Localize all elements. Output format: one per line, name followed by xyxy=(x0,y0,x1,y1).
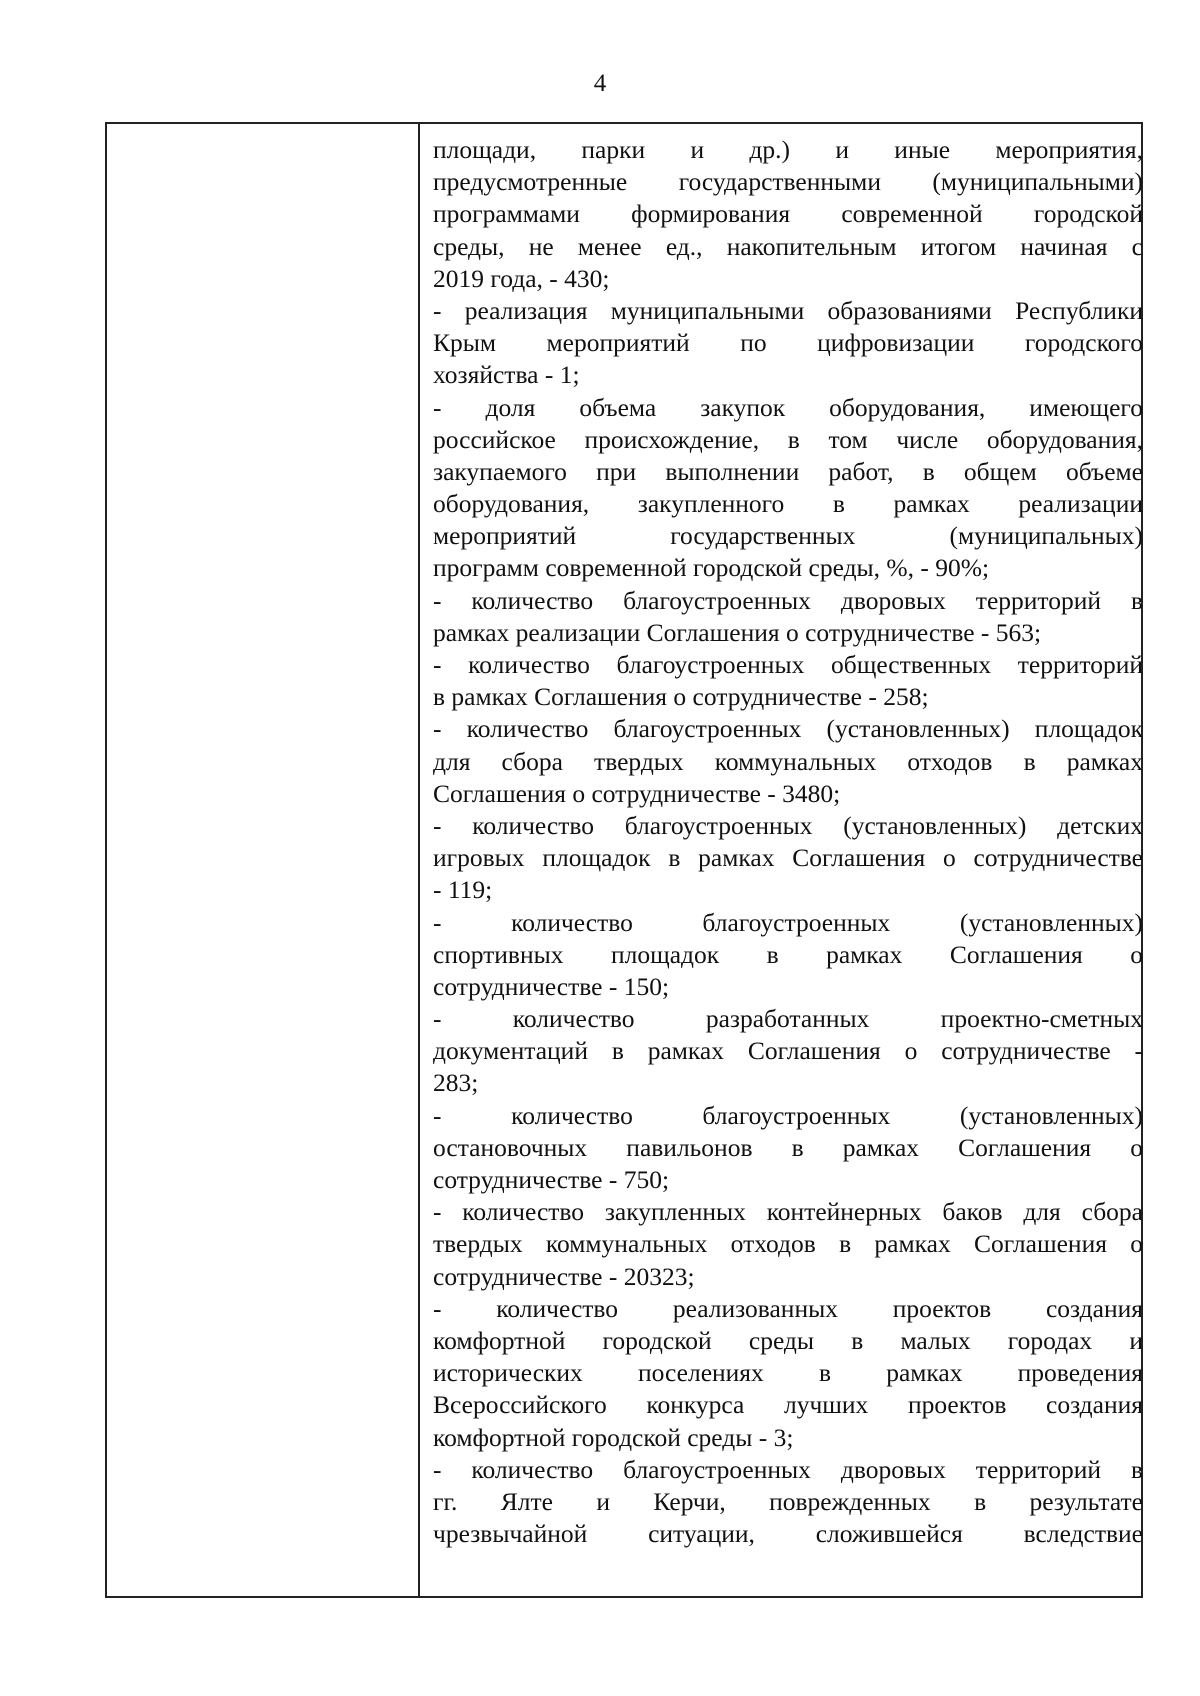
text-line: предусмотренные государственными (муниципальными) xyxy=(433,167,1143,197)
text-line: сотрудничестве - 150; xyxy=(433,971,670,1001)
text-line: - количество разработанных проектно-сметных xyxy=(433,1004,1143,1034)
text-line: комфортной городской среды в малых городах и xyxy=(433,1325,1143,1355)
text-line: - количество реализованных проектов создания xyxy=(433,1293,1143,1323)
text-line: - реализация муниципальными образованиями Республики xyxy=(433,295,1143,325)
text-line: - количество благоустроенных (установленных) детских xyxy=(433,810,1143,840)
text-line: комфортной городской среды - 3; xyxy=(433,1422,794,1452)
text-line: - доля объема закупок оборудования, имеющего xyxy=(433,392,1143,422)
text-line: - количество благоустроенных (установленных) площадок xyxy=(433,714,1143,744)
text-line: Соглашения о сотрудничестве - 3480; xyxy=(433,778,841,808)
text-line: - 119; xyxy=(433,875,493,905)
text-line: программ современной городской среды, %, - 90%; xyxy=(433,553,990,583)
text-line: гг. Ялте и Керчи, поврежденных в результате xyxy=(433,1486,1143,1516)
text-line: Всероссийского конкурса лучших проектов создания xyxy=(433,1390,1143,1420)
text-line: - количество благоустроенных дворовых территорий в xyxy=(433,585,1143,615)
text-line: Крым мероприятий по цифровизации городского xyxy=(433,328,1143,358)
text-line: - количество благоустроенных дворовых территорий в xyxy=(433,1454,1143,1484)
text-line: твердых коммунальных отходов в рамках Соглашения о xyxy=(433,1229,1143,1259)
text-line: игровых площадок в рамках Соглашения о сотрудничестве xyxy=(433,843,1143,873)
table-right-cell xyxy=(433,134,1143,1550)
text-line: среды, не менее ед., накопительным итогом начиная с xyxy=(433,231,1143,261)
text-line: - количество благоустроенных общественных территорий xyxy=(433,650,1143,679)
text-line: оборудования, закупленного в рамках реализации xyxy=(433,489,1143,519)
text-line: - количество закупленных контейнерных баков для сбора xyxy=(433,1197,1143,1227)
text-line: мероприятий государственных (муниципальных) xyxy=(433,521,1143,551)
text-line: российское происхождение, в том числе оборудования, xyxy=(433,424,1143,454)
text-line: площади, парки и др.) и иные мероприятия, xyxy=(433,135,1143,164)
text-line: чрезвычайной ситуации, сложившейся вследствие xyxy=(433,1519,1143,1549)
text-line: сотрудничестве - 750; xyxy=(433,1165,670,1194)
text-line: 283; xyxy=(433,1068,479,1098)
text-line: программами формирования современной городской xyxy=(433,199,1143,229)
text-line: - количество благоустроенных (установленных) xyxy=(433,907,1143,937)
text-line: исторических поселениях в рамках проведения xyxy=(433,1358,1143,1388)
text-line: - количество благоустроенных (установленных) xyxy=(433,1100,1143,1130)
text-line: хозяйства - 1; xyxy=(433,360,580,390)
text-line: для сбора твердых коммунальных отходов в рамках xyxy=(433,746,1143,776)
text-line: сотрудничестве - 20323; xyxy=(433,1261,695,1291)
text-line: в рамках Соглашения о сотрудничестве - 258; xyxy=(433,682,929,712)
text-line: 2019 года, - 430; xyxy=(433,263,610,293)
text-line: спортивных площадок в рамках Соглашения о xyxy=(433,939,1143,969)
text-line: остановочных павильонов в рамках Соглашения о xyxy=(433,1132,1143,1162)
table-left-cell xyxy=(107,124,420,1596)
text-line: закупаемого при выполнении работ, в общем объеме xyxy=(433,456,1143,486)
text-line: документаций в рамках Соглашения о сотрудничестве - xyxy=(433,1036,1143,1066)
page-number: 4 xyxy=(593,70,607,97)
text-line: рамках реализации Соглашения о сотрудничестве - 563; xyxy=(433,617,1042,647)
document-table xyxy=(105,122,1143,1598)
